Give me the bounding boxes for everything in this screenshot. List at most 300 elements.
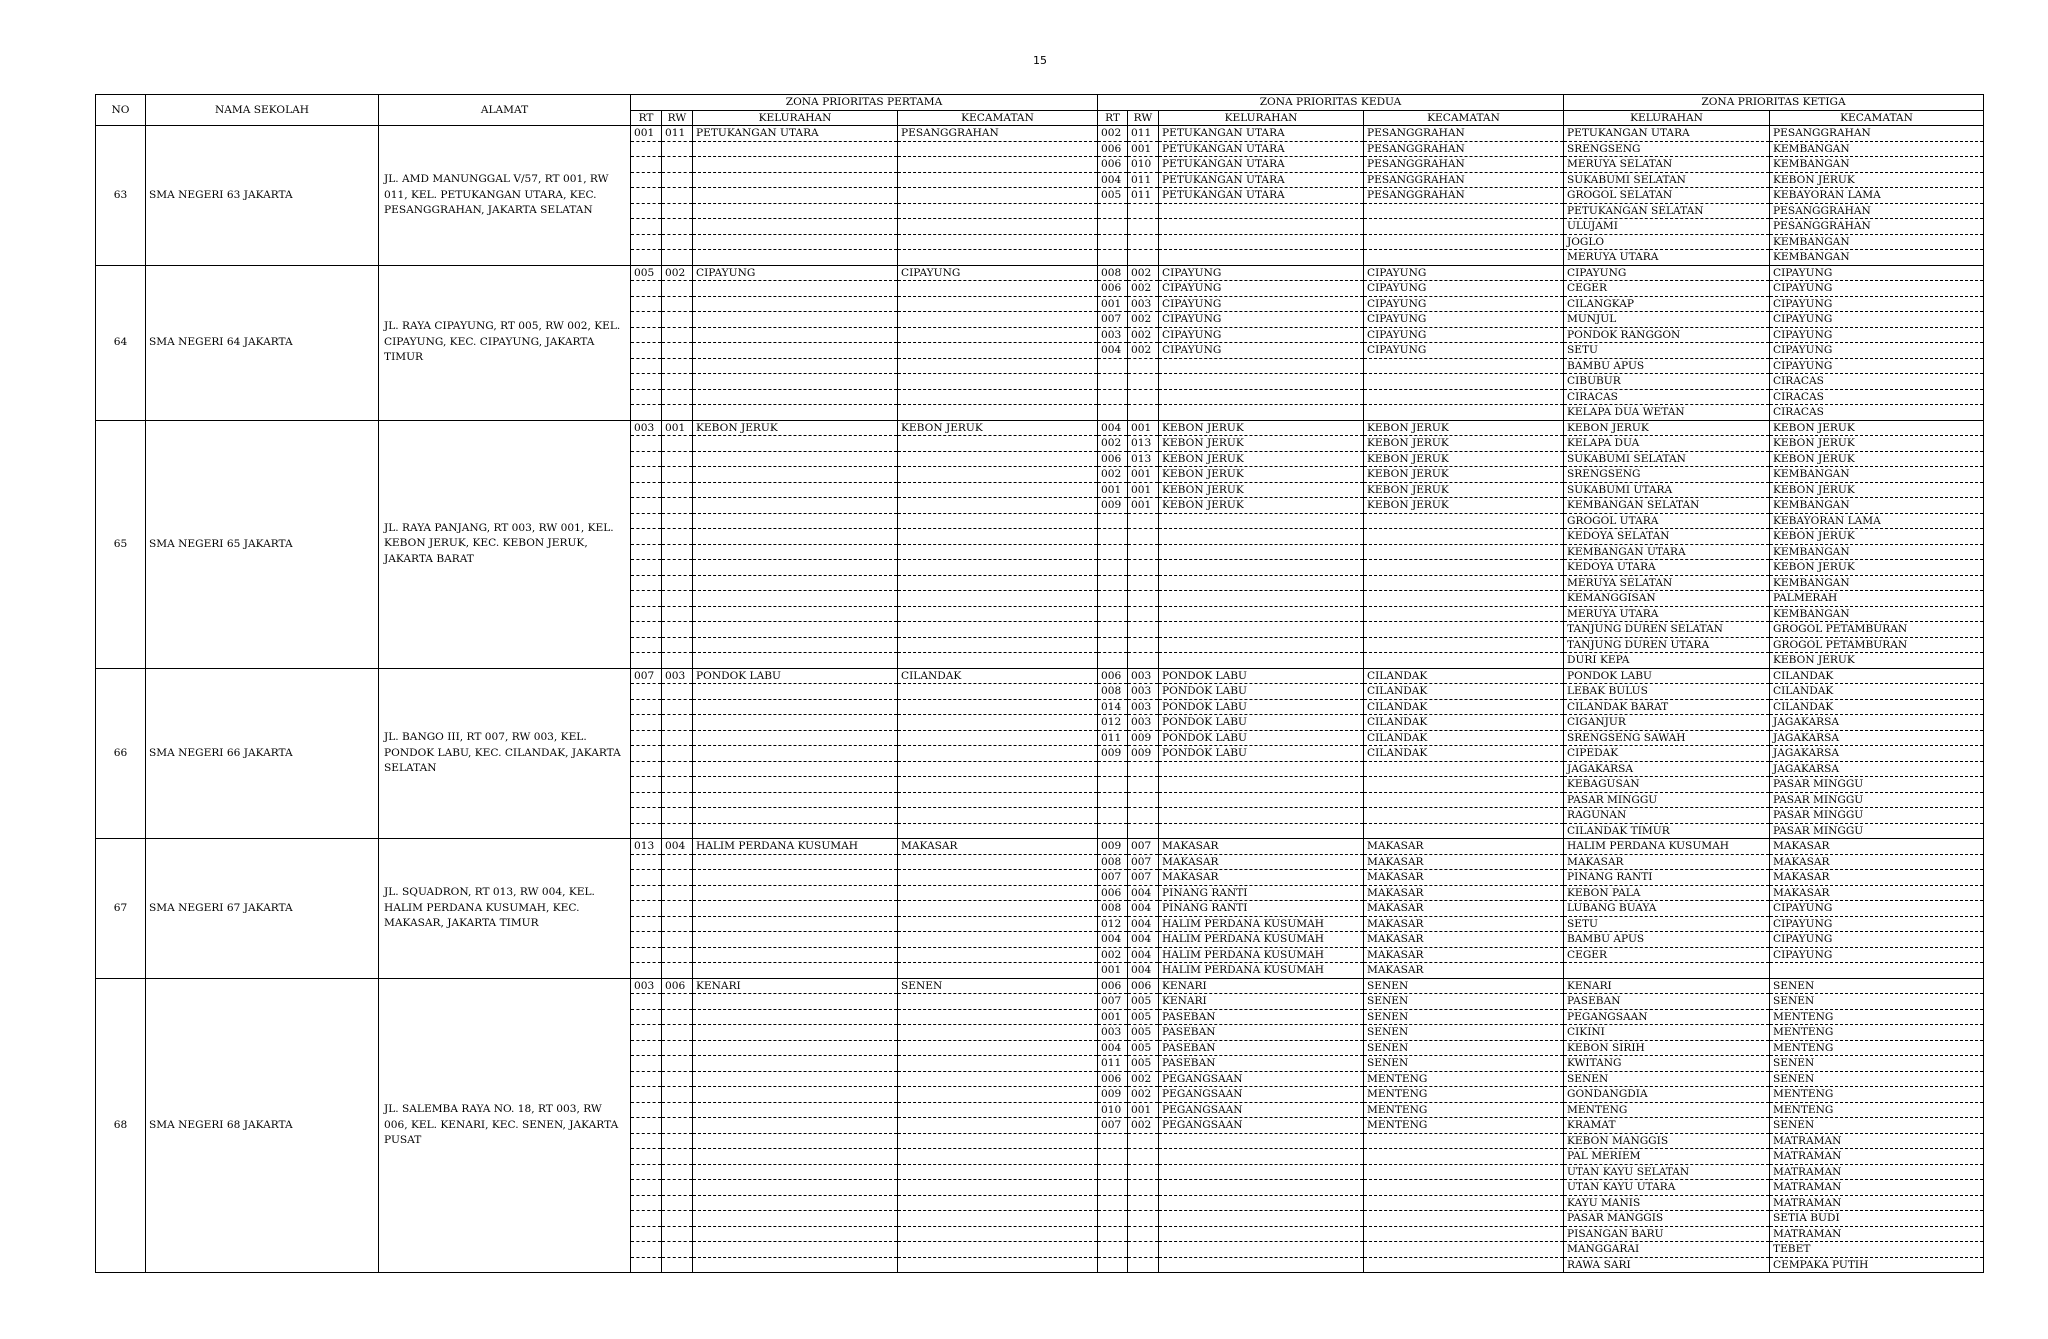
zona1-rw <box>662 746 693 762</box>
zona2-kelurahan: PINANG RANTI <box>1159 901 1364 917</box>
zona1-rw <box>662 1257 693 1273</box>
zona2-kelurahan: PONDOK LABU <box>1159 668 1364 684</box>
zona2-rt: 001 <box>1098 482 1128 498</box>
zona2-kecamatan <box>1364 823 1564 839</box>
zona2-kelurahan: PASEBAN <box>1159 1056 1364 1072</box>
zona1-kelurahan: PETUKANGAN UTARA <box>693 126 898 142</box>
zona3-kecamatan: CIPAYUNG <box>1770 265 1984 281</box>
zona1-rt <box>631 1087 662 1103</box>
zona1-rw <box>662 327 693 343</box>
zona1-kecamatan <box>898 653 1098 669</box>
zona1-kecamatan <box>898 963 1098 979</box>
zona1-rw <box>662 513 693 529</box>
zona2-kelurahan: PETUKANGAN UTARA <box>1159 126 1364 142</box>
zona3-kecamatan: PESANGGRAHAN <box>1770 219 1984 235</box>
zona1-rw <box>662 203 693 219</box>
zona2-rw <box>1128 808 1159 824</box>
zona1-rt <box>631 1118 662 1134</box>
zona3-kelurahan: KEBON MANGGIS <box>1564 1133 1770 1149</box>
table-row <box>96 126 1984 142</box>
zona1-kecamatan <box>898 529 1098 545</box>
zona2-rw <box>1128 250 1159 266</box>
zona2-rt: 009 <box>1098 498 1128 514</box>
zona2-kelurahan <box>1159 777 1364 793</box>
zona2-kelurahan: KEBON JERUK <box>1159 436 1364 452</box>
zona1-rt <box>631 358 662 374</box>
zona1-rt <box>631 746 662 762</box>
zona2-kecamatan <box>1364 1164 1564 1180</box>
zona2-kelurahan: PEGANGSAAN <box>1159 1118 1364 1134</box>
zona2-rw <box>1128 1164 1159 1180</box>
zona1-rw <box>662 1025 693 1041</box>
zona2-rw: 011 <box>1128 172 1159 188</box>
zona1-kelurahan <box>693 157 898 173</box>
zona3-kelurahan: HALIM PERDANA KUSUMAH <box>1564 839 1770 855</box>
zona2-kecamatan <box>1364 1211 1564 1227</box>
zona2-rw: 002 <box>1128 343 1159 359</box>
zona1-rw <box>662 560 693 576</box>
zona1-rw: 004 <box>662 839 693 855</box>
zona2-rt: 006 <box>1098 885 1128 901</box>
zona2-rt <box>1098 219 1128 235</box>
zona1-kecamatan: KEBON JERUK <box>898 420 1098 436</box>
zona1-kelurahan <box>693 1025 898 1041</box>
zona1-kelurahan <box>693 482 898 498</box>
zona3-kelurahan: MERUYA SELATAN <box>1564 157 1770 173</box>
zona2-kelurahan: MAKASAR <box>1159 854 1364 870</box>
zona2-rw: 002 <box>1128 281 1159 297</box>
zona2-rt <box>1098 1195 1128 1211</box>
zona2-kelurahan <box>1159 653 1364 669</box>
zona2-rw <box>1128 653 1159 669</box>
zona1-rw: 003 <box>662 668 693 684</box>
zona3-kelurahan: TANJUNG DUREN UTARA <box>1564 637 1770 653</box>
zona3-kelurahan: PISANGAN BARU <box>1564 1226 1770 1242</box>
zona2-kecamatan: MAKASAR <box>1364 932 1564 948</box>
zona3-kecamatan: SETIA BUDI <box>1770 1211 1984 1227</box>
zona2-kelurahan: MAKASAR <box>1159 870 1364 886</box>
zona2-kelurahan: KEBON JERUK <box>1159 467 1364 483</box>
zona2-kecamatan: PESANGGRAHAN <box>1364 126 1564 142</box>
zona1-rw <box>662 1211 693 1227</box>
zona2-rw <box>1128 1195 1159 1211</box>
header-kelurahan: KELURAHAN <box>1159 110 1364 126</box>
zona2-kecamatan <box>1364 606 1564 622</box>
zona2-rt <box>1098 1226 1128 1242</box>
zona2-rt: 002 <box>1098 947 1128 963</box>
zona3-kelurahan <box>1564 963 1770 979</box>
zona3-kecamatan: TEBET <box>1770 1242 1984 1258</box>
zona2-kecamatan: SENEN <box>1364 1009 1564 1025</box>
zona3-kelurahan: MUNJUL <box>1564 312 1770 328</box>
zona1-rw <box>662 451 693 467</box>
zona1-kecamatan <box>898 932 1098 948</box>
zona1-rt <box>631 1226 662 1242</box>
zona1-rt <box>631 1056 662 1072</box>
zona2-kecamatan: MAKASAR <box>1364 854 1564 870</box>
zona2-kecamatan <box>1364 513 1564 529</box>
zona2-rt <box>1098 389 1128 405</box>
zona3-kecamatan <box>1770 963 1984 979</box>
school-address: JL. BANGO III, RT 007, RW 003, KEL. PONDOK LABU, KEC. CILANDAK, JAKARTA SELATAN <box>379 668 631 839</box>
zona1-rw <box>662 1226 693 1242</box>
zona1-kelurahan <box>693 436 898 452</box>
zona2-rw: 011 <box>1128 188 1159 204</box>
zona1-rw <box>662 1056 693 1072</box>
zona2-rt: 007 <box>1098 994 1128 1010</box>
zona3-kecamatan: MATRAMAN <box>1770 1180 1984 1196</box>
zona1-rt <box>631 1102 662 1118</box>
school-number: 66 <box>96 668 146 839</box>
zona1-rt <box>631 963 662 979</box>
zona2-rt: 002 <box>1098 436 1128 452</box>
zona1-kelurahan <box>693 994 898 1010</box>
zona1-rt: 007 <box>631 668 662 684</box>
zona3-kelurahan: BAMBU APUS <box>1564 358 1770 374</box>
zona2-kelurahan: PONDOK LABU <box>1159 730 1364 746</box>
zona3-kecamatan: GROGOL PETAMBURAN <box>1770 622 1984 638</box>
zona1-kelurahan <box>693 1040 898 1056</box>
zona2-kecamatan: MAKASAR <box>1364 885 1564 901</box>
zona2-rw <box>1128 513 1159 529</box>
zona1-rw <box>662 684 693 700</box>
zona1-rt <box>631 1242 662 1258</box>
zona3-kelurahan: SETU <box>1564 916 1770 932</box>
zona1-rw <box>662 653 693 669</box>
zona3-kecamatan: CIPAYUNG <box>1770 901 1984 917</box>
zona2-rt <box>1098 622 1128 638</box>
zona1-rw <box>662 141 693 157</box>
zona1-kelurahan <box>693 296 898 312</box>
zona1-rt <box>631 172 662 188</box>
zona2-kecamatan: KEBON JERUK <box>1364 436 1564 452</box>
zona2-rw: 007 <box>1128 870 1159 886</box>
zona2-rw: 001 <box>1128 1102 1159 1118</box>
zona2-kelurahan: PASEBAN <box>1159 1040 1364 1056</box>
zona1-kecamatan <box>898 405 1098 421</box>
zona1-kelurahan: KENARI <box>693 978 898 994</box>
zona2-rt <box>1098 637 1128 653</box>
zona1-kelurahan <box>693 823 898 839</box>
zona2-kecamatan <box>1364 203 1564 219</box>
header-rw: RW <box>1128 110 1159 126</box>
zona2-rt <box>1098 250 1128 266</box>
zona2-rt: 009 <box>1098 1087 1128 1103</box>
zona3-kelurahan: CIKINI <box>1564 1025 1770 1041</box>
header-nama-sekolah: NAMA SEKOLAH <box>146 95 379 126</box>
zona2-rw: 004 <box>1128 947 1159 963</box>
zona2-rt: 004 <box>1098 932 1128 948</box>
zona1-rt <box>631 792 662 808</box>
zona3-kelurahan: SUKABUMI SELATAN <box>1564 172 1770 188</box>
zona2-kelurahan: KEBON JERUK <box>1159 482 1364 498</box>
school-address: JL. AMD MANUNGGAL V/57, RT 001, RW 011, KEL. PETUKANGAN UTARA, KEC. PESANGGRAHAN, JAKARTA SELATAN <box>379 126 631 266</box>
zona1-rw: 001 <box>662 420 693 436</box>
school-address: JL. SALEMBA RAYA NO. 18, RT 003, RW 006, KEL. KENARI, KEC. SENEN, JAKARTA PUSAT <box>379 978 631 1273</box>
zona3-kecamatan: PASAR MINGGU <box>1770 823 1984 839</box>
zona3-kelurahan: KWITANG <box>1564 1056 1770 1072</box>
zona1-kecamatan <box>898 606 1098 622</box>
zona3-kelurahan: TANJUNG DUREN SELATAN <box>1564 622 1770 638</box>
zona2-rt <box>1098 1242 1128 1258</box>
zona1-kecamatan <box>898 1133 1098 1149</box>
zona2-kelurahan: CIPAYUNG <box>1159 327 1364 343</box>
zona2-rt <box>1098 405 1128 421</box>
zona1-rt <box>631 1180 662 1196</box>
zona2-kelurahan <box>1159 606 1364 622</box>
zona2-rw: 005 <box>1128 1025 1159 1041</box>
zona2-kecamatan: SENEN <box>1364 1025 1564 1041</box>
zona1-rt <box>631 870 662 886</box>
zona1-kelurahan <box>693 467 898 483</box>
table-row <box>96 265 1984 281</box>
zona1-rw <box>662 188 693 204</box>
zona2-kecamatan: MAKASAR <box>1364 963 1564 979</box>
zona3-kecamatan: JAGAKARSA <box>1770 715 1984 731</box>
zona2-rt: 011 <box>1098 730 1128 746</box>
zona1-rw <box>662 529 693 545</box>
zona2-rw <box>1128 606 1159 622</box>
zona1-rt <box>631 901 662 917</box>
zona2-kecamatan: CILANDAK <box>1364 715 1564 731</box>
zona1-kecamatan <box>898 1087 1098 1103</box>
zona1-rw <box>662 901 693 917</box>
zona2-rt: 008 <box>1098 901 1128 917</box>
zona2-kecamatan: CIPAYUNG <box>1364 281 1564 297</box>
zona1-rt <box>631 699 662 715</box>
table-row <box>96 839 1984 855</box>
zona1-kecamatan <box>898 746 1098 762</box>
zona2-rt: 004 <box>1098 1040 1128 1056</box>
zona2-kecamatan: CIPAYUNG <box>1364 296 1564 312</box>
zona2-rw: 005 <box>1128 1009 1159 1025</box>
zona3-kelurahan: GROGOL UTARA <box>1564 513 1770 529</box>
zona2-rw: 004 <box>1128 916 1159 932</box>
zona3-kelurahan: SRENGSENG SAWAH <box>1564 730 1770 746</box>
zona1-rw <box>662 606 693 622</box>
zona3-kecamatan: MAKASAR <box>1770 839 1984 855</box>
zona1-kecamatan <box>898 374 1098 390</box>
zona2-kelurahan: PEGANGSAAN <box>1159 1102 1364 1118</box>
zona2-kecamatan <box>1364 389 1564 405</box>
zona3-kelurahan: LEBAK BULUS <box>1564 684 1770 700</box>
zona2-rw <box>1128 1242 1159 1258</box>
zona1-kelurahan <box>693 513 898 529</box>
zona3-kecamatan: CIRACAS <box>1770 389 1984 405</box>
zona1-kelurahan <box>693 591 898 607</box>
zona3-kecamatan: PASAR MINGGU <box>1770 792 1984 808</box>
zona2-kelurahan <box>1159 1242 1364 1258</box>
zona3-kecamatan: CILANDAK <box>1770 684 1984 700</box>
zona1-rw <box>662 482 693 498</box>
zona1-kelurahan <box>693 281 898 297</box>
zona1-rw <box>662 715 693 731</box>
zona2-rw: 004 <box>1128 901 1159 917</box>
zona1-kelurahan <box>693 1133 898 1149</box>
zona2-kecamatan: CIPAYUNG <box>1364 327 1564 343</box>
zona1-kecamatan <box>898 467 1098 483</box>
zona2-rw: 004 <box>1128 932 1159 948</box>
zona1-rt <box>631 885 662 901</box>
zona1-rt <box>631 932 662 948</box>
school-name: SMA NEGERI 65 JAKARTA <box>146 420 379 668</box>
zona1-rt <box>631 1040 662 1056</box>
zona1-rt <box>631 219 662 235</box>
zona2-rw: 003 <box>1128 296 1159 312</box>
header-kelurahan: KELURAHAN <box>693 110 898 126</box>
zona3-kecamatan: PESANGGRAHAN <box>1770 203 1984 219</box>
zona2-rt: 004 <box>1098 343 1128 359</box>
zona3-kecamatan: MENTENG <box>1770 1040 1984 1056</box>
zona3-kelurahan: CIPAYUNG <box>1564 265 1770 281</box>
zona2-rw: 003 <box>1128 684 1159 700</box>
zona1-kecamatan <box>898 947 1098 963</box>
zona3-kecamatan: KEBON JERUK <box>1770 653 1984 669</box>
zona2-kelurahan <box>1159 529 1364 545</box>
zona2-kelurahan: PONDOK LABU <box>1159 699 1364 715</box>
zona1-rw <box>662 808 693 824</box>
zona1-rt <box>631 916 662 932</box>
zona3-kecamatan: CIPAYUNG <box>1770 312 1984 328</box>
zona2-kecamatan: CILANDAK <box>1364 684 1564 700</box>
header-zona-kedua: ZONA PRIORITAS KEDUA <box>1098 95 1564 111</box>
zona1-rw <box>662 467 693 483</box>
zona1-rt <box>631 482 662 498</box>
zona2-kelurahan: PASEBAN <box>1159 1025 1364 1041</box>
zona3-kecamatan: KEBON JERUK <box>1770 451 1984 467</box>
zona1-kecamatan <box>898 808 1098 824</box>
zona1-rw <box>662 1133 693 1149</box>
zona2-rt: 006 <box>1098 668 1128 684</box>
zona2-kecamatan: MENTENG <box>1364 1071 1564 1087</box>
zona2-rw: 013 <box>1128 451 1159 467</box>
zona1-rw <box>662 792 693 808</box>
zona1-kelurahan <box>693 358 898 374</box>
zona2-rw <box>1128 591 1159 607</box>
zona3-kecamatan: KEMBANGAN <box>1770 250 1984 266</box>
zona1-rw <box>662 1195 693 1211</box>
zona3-kecamatan: MATRAMAN <box>1770 1226 1984 1242</box>
zona2-kelurahan: PASEBAN <box>1159 1009 1364 1025</box>
zona2-rw: 013 <box>1128 436 1159 452</box>
zona2-rw: 002 <box>1128 265 1159 281</box>
zona1-rt: 003 <box>631 978 662 994</box>
zona1-rt <box>631 808 662 824</box>
zona3-kecamatan: MENTENG <box>1770 1009 1984 1025</box>
zona1-rw <box>662 1118 693 1134</box>
zona1-kecamatan <box>898 250 1098 266</box>
zona2-kelurahan: CIPAYUNG <box>1159 265 1364 281</box>
header-rt: RT <box>631 110 662 126</box>
header-alamat: ALAMAT <box>379 95 631 126</box>
table-row <box>96 978 1984 994</box>
zona2-kecamatan <box>1364 358 1564 374</box>
zona1-rt <box>631 141 662 157</box>
zona3-kecamatan: CIRACAS <box>1770 374 1984 390</box>
zona1-kelurahan <box>693 606 898 622</box>
zona1-kecamatan <box>898 1180 1098 1196</box>
zona1-rw <box>662 854 693 870</box>
zona2-rw <box>1128 405 1159 421</box>
zona1-rt <box>631 203 662 219</box>
zona1-rt <box>631 281 662 297</box>
zona2-rw <box>1128 219 1159 235</box>
zona1-rw <box>662 219 693 235</box>
zona2-rt: 006 <box>1098 157 1128 173</box>
zona2-kelurahan <box>1159 560 1364 576</box>
zona1-rt <box>631 715 662 731</box>
zona1-kelurahan <box>693 389 898 405</box>
zona1-rw: 002 <box>662 265 693 281</box>
zona2-rt <box>1098 575 1128 591</box>
zona2-rw: 005 <box>1128 1040 1159 1056</box>
zona3-kelurahan: KEMBANGAN SELATAN <box>1564 498 1770 514</box>
zona2-kecamatan: MENTENG <box>1364 1087 1564 1103</box>
zona1-rw <box>662 637 693 653</box>
zona2-kelurahan <box>1159 234 1364 250</box>
zona1-kelurahan <box>693 374 898 390</box>
zona1-kecamatan <box>898 312 1098 328</box>
zona3-kelurahan: SUKABUMI SELATAN <box>1564 451 1770 467</box>
zona1-rw <box>662 1102 693 1118</box>
zona3-kelurahan: PINANG RANTI <box>1564 870 1770 886</box>
zona2-kelurahan <box>1159 1195 1364 1211</box>
zona3-kelurahan: CIRACAS <box>1564 389 1770 405</box>
zona1-kecamatan <box>898 901 1098 917</box>
zona1-kecamatan <box>898 172 1098 188</box>
zona2-kecamatan: PESANGGRAHAN <box>1364 172 1564 188</box>
zona3-kecamatan: PASAR MINGGU <box>1770 808 1984 824</box>
zona2-rt <box>1098 591 1128 607</box>
zona2-rt: 007 <box>1098 1118 1128 1134</box>
zona1-rw <box>662 777 693 793</box>
zona1-rw <box>662 1149 693 1165</box>
zona2-kelurahan <box>1159 250 1364 266</box>
zona3-kelurahan: CILANGKAP <box>1564 296 1770 312</box>
zona2-rw: 003 <box>1128 715 1159 731</box>
zona1-rw <box>662 1071 693 1087</box>
zona2-kecamatan: PESANGGRAHAN <box>1364 188 1564 204</box>
zona3-kelurahan: GROGOL SELATAN <box>1564 188 1770 204</box>
zona3-kelurahan: MERUYA UTARA <box>1564 606 1770 622</box>
zona1-kecamatan <box>898 885 1098 901</box>
zona2-kelurahan <box>1159 374 1364 390</box>
header-kecamatan: KECAMATAN <box>898 110 1098 126</box>
zona2-kelurahan: CIPAYUNG <box>1159 312 1364 328</box>
zona1-rw <box>662 281 693 297</box>
zona2-rw <box>1128 544 1159 560</box>
zona1-rt: 005 <box>631 265 662 281</box>
zona1-kecamatan <box>898 219 1098 235</box>
zona2-rt: 012 <box>1098 916 1128 932</box>
zona2-kecamatan: SENEN <box>1364 1056 1564 1072</box>
zona3-kecamatan: CIPAYUNG <box>1770 916 1984 932</box>
zona3-kecamatan: KEBON JERUK <box>1770 172 1984 188</box>
zona1-kecamatan <box>898 1040 1098 1056</box>
zona1-rt <box>631 606 662 622</box>
zona2-kecamatan: CIPAYUNG <box>1364 265 1564 281</box>
zona2-kelurahan <box>1159 358 1364 374</box>
zona2-rt: 002 <box>1098 126 1128 142</box>
zona1-kecamatan <box>898 343 1098 359</box>
zona1-rt <box>631 1133 662 1149</box>
zona1-kecamatan <box>898 699 1098 715</box>
zona2-kecamatan <box>1364 1226 1564 1242</box>
zona2-kecamatan <box>1364 560 1564 576</box>
zona2-kelurahan <box>1159 1257 1364 1273</box>
zona2-kecamatan: MENTENG <box>1364 1102 1564 1118</box>
zona1-kelurahan: CIPAYUNG <box>693 265 898 281</box>
